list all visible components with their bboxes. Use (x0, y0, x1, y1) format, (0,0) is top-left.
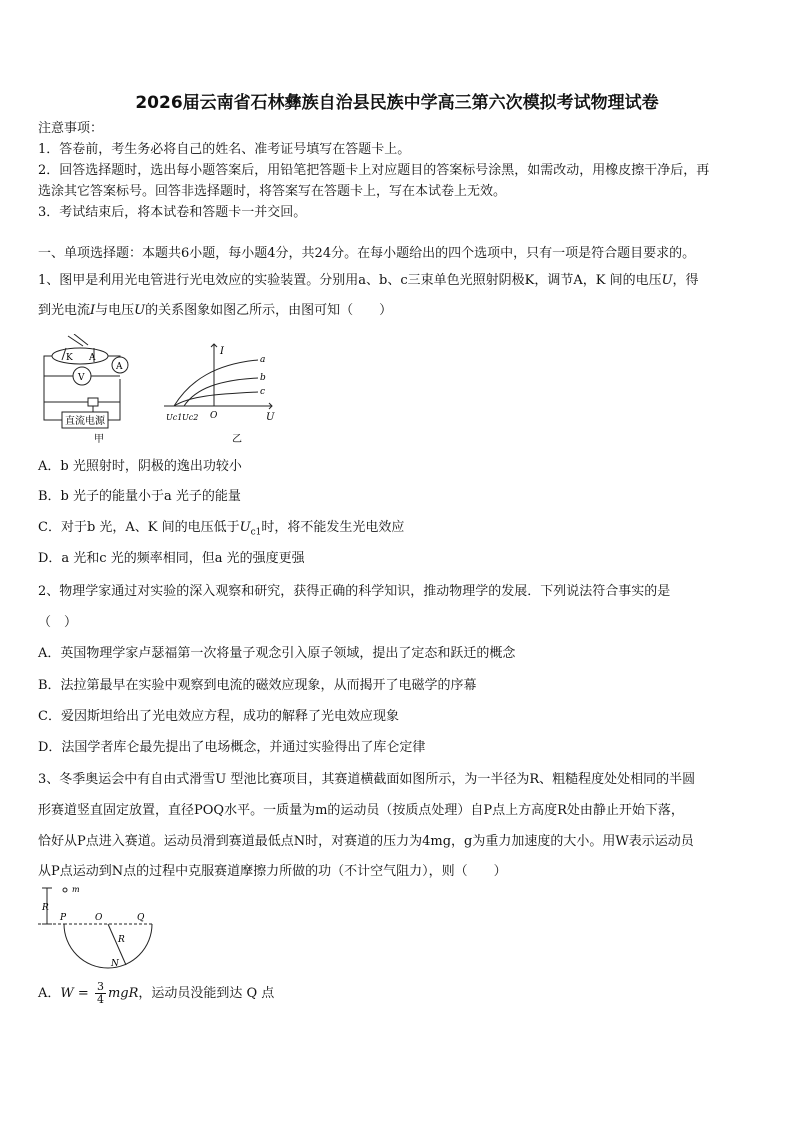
q1-option-D: D．a 光和c 光的频率相同，但a 光的强度更强 (38, 551, 305, 566)
label-a: a (260, 355, 266, 365)
q1-option-B: B．b 光子的能量小于a 光子的能量 (38, 489, 241, 504)
notice-item-2: 2．回答选择题时，选出每小题答案后，用铅笔把答题卡上对应题目的答案标号涂黑，如需改动，用橡皮擦干净后，再 (38, 163, 710, 178)
q2-option-C: C．爱因斯坦给出了光电效应方程，成功的解释了光电效应现象 (38, 709, 399, 724)
rheostat (88, 398, 98, 406)
label-Uc1: Uc1 (166, 413, 183, 422)
label-O: O (210, 411, 218, 421)
label-A-electrode: A (89, 353, 96, 363)
notice-item-2-cont: 选涂其它答案标号。回答非选择题时，将答案写在答题卡上，写在本试卷上无效。 (38, 184, 507, 199)
figure-jia-circuit (38, 334, 138, 446)
label-K: K (66, 353, 73, 363)
section-heading: 一、单项选择题：本题共6小题，每小题4分，共24分。在每小题给出的四个选项中，只有一项是符合题目要求的。 (38, 246, 696, 261)
caption-jia: 甲 (94, 434, 104, 445)
label-b: b (260, 373, 266, 383)
curve-c (174, 392, 258, 406)
label-c: c (260, 387, 266, 397)
var-U: U (661, 273, 673, 288)
q2-bracket: （ ） (38, 615, 78, 630)
halfpipe-arc (64, 924, 152, 968)
q3-stem-line4: 从P点运动到N点的过程中克服赛道摩擦力所做的功（不计空气阻力），则（ ） (38, 864, 507, 879)
label-N: N (111, 959, 119, 969)
q2-option-B: B．法拉第最早在实验中观察到电流的磁效应现象，从而揭开了电磁学的序幕 (38, 678, 477, 693)
notice-item-3: 3．考试结束后，将本试卷和答题卡一并交回。 (38, 205, 307, 220)
q1-stem-line1: 1、图甲是利用光电管进行光电效应的实验装置。分别用a、b、c三束单色光照射阴极K，调节A，K 间的电压U，得 (38, 273, 699, 288)
label-V: V (78, 373, 85, 383)
label-Uc2: Uc2 (182, 413, 199, 422)
q1-option-A: A．b 光照射时，阴极的逸出功较小 (38, 459, 242, 474)
label-O: O (95, 913, 103, 923)
q3-stem-line2: 形赛道竖直固定放置，直径POQ水平。一质量为m的运动员（按质点处理）自P点上方高度R处由静止开始下落， (38, 803, 684, 818)
q3-option-A: A．W = $\frac{3}{4}$ mgR，运动员没能到达 Q 点 (38, 980, 275, 1006)
photo-tube (52, 348, 108, 364)
q1-stem-line2: 到光电流I与电压U的关系图象如图乙所示，由图可知（ ） (38, 303, 393, 318)
athlete-dot (63, 888, 67, 892)
page-title: 2026届云南省石林彝族自治县民族中学高三第六次模拟考试物理试卷 (135, 93, 659, 113)
q3-stem-line3: 恰好从P点进入赛道。运动员滑到赛道最低点N时，对赛道的压力为4mg，g为重力加速度的大小。用W表示运动员 (38, 834, 694, 849)
label-Q: Q (137, 913, 145, 923)
label-dc-source: 直流电源 (65, 416, 105, 427)
q3-stem-line1: 3、冬季奥运会中有自由式滑雪U 型池比赛项目，其赛道横截面如图所示，为一半径为R、粗糙程度处处相同的半圆 (38, 772, 696, 787)
label-R-radius: R (118, 935, 125, 945)
q2-option-D: D．法国学者库仑最先提出了电场概念，并通过实验得出了库仑定律 (38, 740, 426, 755)
figure-yi-graph (160, 336, 280, 446)
label-R-height: R (42, 903, 49, 913)
notice-item-1: 1．答卷前，考生务必将自己的姓名、准考证号填写在答题卡上。 (38, 142, 411, 157)
label-U: U (266, 412, 275, 423)
label-P: P (60, 913, 67, 923)
figure-halfpipe (38, 884, 158, 972)
label-I: I (220, 346, 224, 357)
curve-a (174, 360, 258, 406)
notice-heading: 注意事项： (38, 121, 104, 136)
q2-option-A: A．英国物理学家卢瑟福第一次将量子观念引入原子领域，提出了定态和跃迁的概念 (38, 646, 516, 661)
caption-yi: 乙 (232, 434, 242, 445)
q2-stem: 2、物理学家通过对实验的深入观察和研究，获得正确的科学知识，推动物理学的发展．下列说法符合事实的是 (38, 584, 671, 599)
label-A-meter: A (116, 362, 123, 372)
q1-option-C: C．对于b 光，A、K 间的电压低于$U_{c1}$时，将不能发生光电效应 (38, 520, 405, 538)
label-m: m (72, 885, 80, 894)
